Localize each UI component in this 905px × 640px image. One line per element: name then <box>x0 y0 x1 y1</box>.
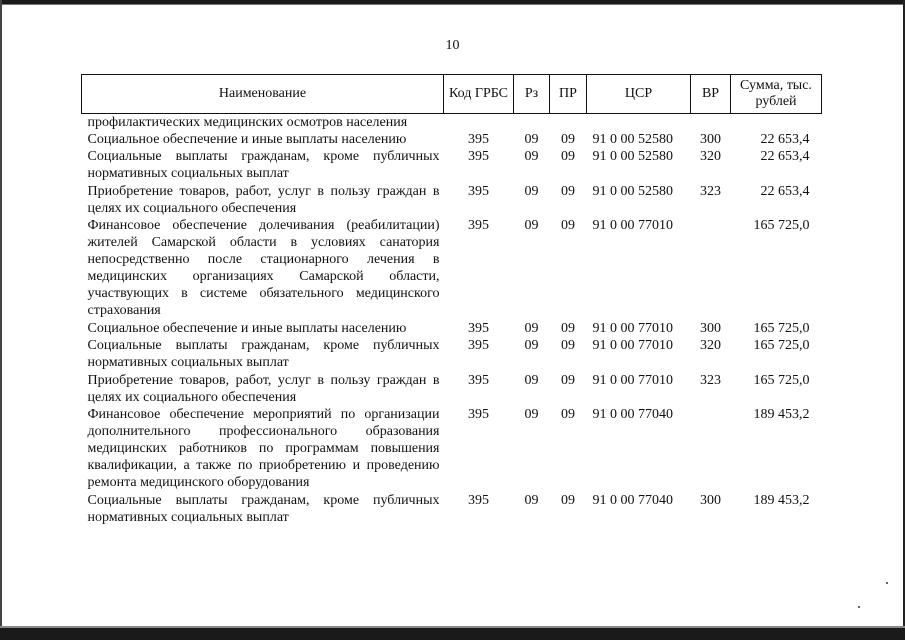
row-sum: 22 653,4 <box>760 132 810 147</box>
row-sum: 165 725,0 <box>753 218 810 233</box>
row-csr <box>587 114 691 132</box>
row-rz: 09 <box>524 373 539 388</box>
row-vr: 320 <box>700 338 721 353</box>
row-pr: 09 <box>561 321 575 336</box>
row-pr: 09 <box>561 373 575 388</box>
row-rz <box>514 114 550 132</box>
row-name: Социальные выплаты гражданам, кроме публичных нормативных социальных выплат <box>87 493 440 525</box>
row-vr <box>691 217 731 319</box>
row-grbs: 395 <box>468 407 489 422</box>
scan-speck <box>886 582 888 584</box>
row-sum: 189 453,2 <box>753 407 810 422</box>
header-vr: ВР <box>691 75 731 114</box>
row-name: профилактических медицинских осмотров населения <box>87 115 408 130</box>
row-vr: 300 <box>700 493 721 508</box>
scan-speck <box>858 606 860 608</box>
row-vr <box>691 406 731 491</box>
row-pr: 09 <box>561 493 575 508</box>
table-row <box>82 406 822 491</box>
row-vr: 323 <box>700 184 721 199</box>
row-grbs: 395 <box>468 493 489 508</box>
row-grbs: 395 <box>468 373 489 388</box>
table-row <box>82 114 822 132</box>
header-pr: ПР <box>550 75 587 114</box>
row-csr: 91 0 00 77010 <box>592 338 673 353</box>
scan-border-top-shadow <box>0 4 905 5</box>
row-grbs: 395 <box>468 321 489 336</box>
row-pr: 09 <box>561 218 575 233</box>
row-vr: 300 <box>700 132 721 147</box>
row-csr: 91 0 00 77040 <box>592 407 673 422</box>
row-vr: 320 <box>700 149 721 164</box>
header-rz: Рз <box>514 75 550 114</box>
row-pr: 09 <box>561 132 575 147</box>
row-rz: 09 <box>524 149 539 164</box>
scan-border-left <box>0 0 2 640</box>
row-pr: 09 <box>561 184 575 199</box>
row-grbs: 395 <box>468 132 489 147</box>
row-name: Социальное обеспечение и иные выплаты населению <box>87 321 407 336</box>
row-grbs: 395 <box>468 149 489 164</box>
row-sum: 165 725,0 <box>753 338 810 353</box>
row-rz: 09 <box>524 321 539 336</box>
table-row <box>82 337 822 371</box>
row-csr: 91 0 00 77040 <box>592 493 673 508</box>
table-row <box>82 148 822 182</box>
row-pr: 09 <box>561 407 575 422</box>
table-row <box>82 131 822 148</box>
row-grbs: 395 <box>468 218 489 233</box>
row-csr: 91 0 00 77010 <box>592 321 673 336</box>
table-row <box>82 491 822 526</box>
row-rz: 09 <box>524 493 539 508</box>
header-name: Наименование <box>82 75 444 114</box>
table-row <box>82 319 822 337</box>
row-sum: 22 653,4 <box>760 184 810 199</box>
row-rz: 09 <box>524 184 539 199</box>
header-sum: Сумма, тыс. рублей <box>731 75 822 114</box>
row-rz: 09 <box>524 407 539 422</box>
row-name: Финансовое обеспечение долечивания (реабилитации) жителей Самарской области в условиях санатория непосредственно после стационарного лечения в медицинских организациях Самарской области, участвующих в системе обязательного медицинского страхования <box>87 218 440 318</box>
row-pr <box>550 114 587 132</box>
table-row <box>82 371 822 406</box>
row-sum: 22 653,4 <box>760 149 810 164</box>
row-pr: 09 <box>561 338 575 353</box>
row-vr <box>691 114 731 132</box>
row-sum <box>731 114 822 132</box>
row-rz: 09 <box>524 132 539 147</box>
row-csr: 91 0 00 77010 <box>592 218 673 233</box>
row-grbs: 395 <box>468 184 489 199</box>
scan-border-bottom <box>0 628 905 640</box>
row-sum: 189 453,2 <box>753 493 810 508</box>
table-header-row <box>82 75 822 114</box>
row-name: Социальные выплаты гражданам, кроме публичных нормативных социальных выплат <box>87 149 440 181</box>
table-row <box>82 217 822 319</box>
row-name: Приобретение товаров, работ, услуг в пользу граждан в целях их социального обеспечения <box>87 373 440 405</box>
row-vr: 323 <box>700 373 721 388</box>
row-name: Социальные выплаты гражданам, кроме публичных нормативных социальных выплат <box>87 338 440 370</box>
row-name: Приобретение товаров, работ, услуг в пользу граждан в целях их социального обеспечения <box>87 184 440 216</box>
header-grbs: Код ГРБС <box>444 75 514 114</box>
row-name: Социальное обеспечение и иные выплаты населению <box>87 132 407 147</box>
row-grbs: 395 <box>468 338 489 353</box>
row-grbs <box>444 114 514 132</box>
row-csr: 91 0 00 52580 <box>592 184 673 199</box>
budget-table <box>81 74 822 526</box>
row-sum: 165 725,0 <box>753 321 810 336</box>
page-number: 10 <box>445 38 460 53</box>
row-csr: 91 0 00 52580 <box>592 132 673 147</box>
table-row <box>82 182 822 217</box>
row-vr: 300 <box>700 321 721 336</box>
row-rz: 09 <box>524 338 539 353</box>
row-pr: 09 <box>561 149 575 164</box>
row-sum: 165 725,0 <box>753 373 810 388</box>
row-csr: 91 0 00 52580 <box>592 149 673 164</box>
row-rz: 09 <box>524 218 539 233</box>
row-csr: 91 0 00 77010 <box>592 373 673 388</box>
row-name: Финансовое обеспечение мероприятий по организации дополнительного профессионального образования медицинских работников по программам повышения квалификации, а также по приобретению и проведению ремонта медицинского оборудования <box>87 407 440 490</box>
header-csr: ЦСР <box>587 75 691 114</box>
